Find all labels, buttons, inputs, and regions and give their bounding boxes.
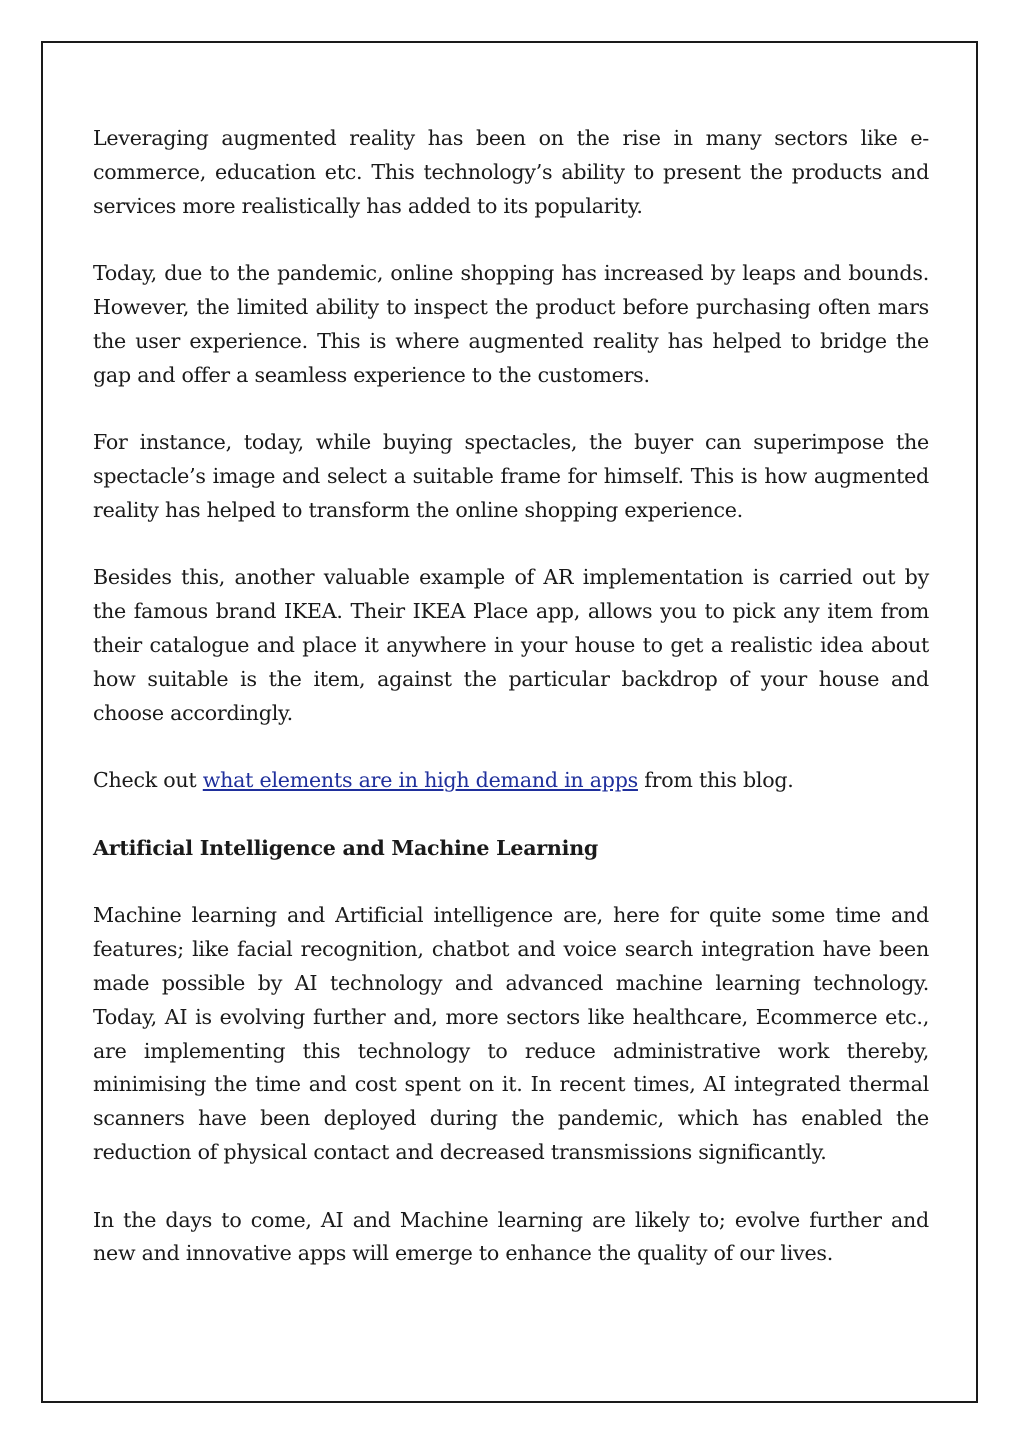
paragraph-ikea-example: Besides this, another valuable example of AR implementation is carried out by the famous brand IKEA. Their IKEA Place app, allows you to pick any item from their catalogue and place it anywhere in your house to get a realistic idea about how suitable is the item, against the particular backdrop of your house and choose accordingly.	[93, 565, 929, 725]
paragraph-check-out	[93, 764, 929, 798]
paragraph-spectacles-example: For instance, today, while buying spectacles, the buyer can superimpose the spectacle’s image and select a suitable frame for himself. This is how augmented reality has helped to transform the online shopping experience.	[93, 430, 929, 522]
section-heading-ai-ml: Artificial Intelligence and Machine Learning	[93, 835, 599, 860]
paragraph-ai-ml-future: In the days to come, AI and Machine learning are likely to; evolve further and new and innovative apps will emerge to enhance the quality of our lives.	[93, 1207, 929, 1266]
check-out-suffix: from this blog.	[637, 768, 794, 793]
check-out-prefix: Check out	[93, 768, 203, 793]
paragraph-ai-ml-overview: Machine learning and Artificial intelligence are, here for quite some time and features; like facial recognition, chatbot and voice search integration have been made possible by AI technology and advanced machine learning technology. Today, AI is evolving further and, more sectors like healthcare, Ecommerce etc., are implementing this technology to reduce administrative work thereby, minimising the time and cost spent on it. In recent times, AI integrated thermal scanners have been deployed during the pandemic, which has enabled the reduction of physical contact and decreased transmissions significantly.	[93, 903, 929, 1164]
document-body	[93, 122, 929, 1305]
paragraph-pandemic-shopping: Today, due to the pandemic, online shopping has increased by leaps and bounds. However, the limited ability to inspect the product before purchasing often mars the user experience. This is where augmented reality has helped to bridge the gap and offer a seamless experience to the customers.	[93, 261, 929, 387]
paragraph-ar-intro: Leveraging augmented reality has been on the rise in many sectors like e-commerce, education etc. This technology’s ability to present the products and services more realistically has added to its popularity.	[93, 126, 929, 218]
blog-link[interactable]: what elements are in high demand in apps	[202, 768, 638, 793]
